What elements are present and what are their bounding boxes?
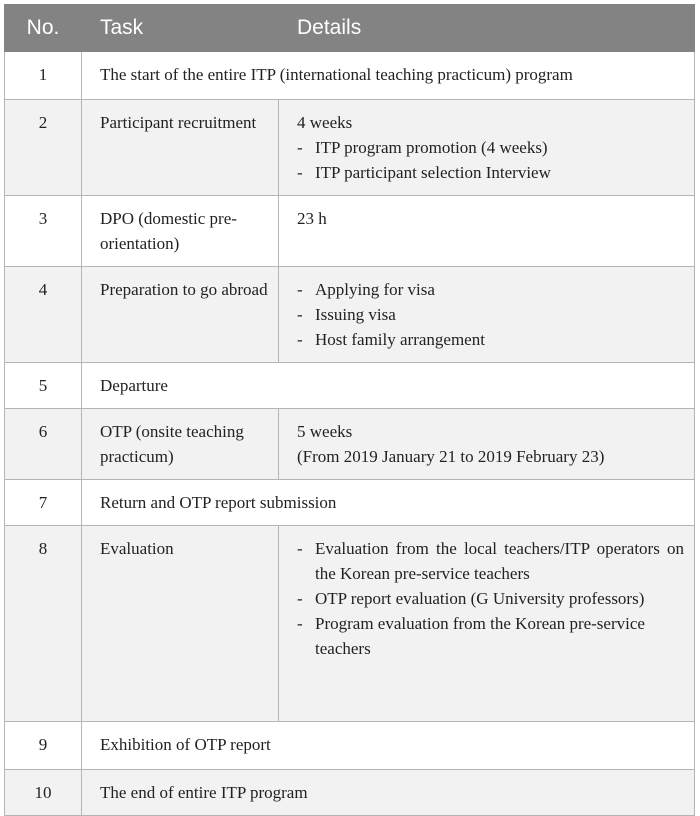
row-details (279, 100, 695, 196)
row-task: The end of entire ITP program (82, 770, 695, 816)
row-number: 10 (5, 770, 82, 816)
details-item: - Host family arrangement (297, 327, 684, 352)
row-number: 3 (5, 196, 82, 267)
table-row (5, 267, 695, 363)
row-task: Preparation to go abroad (82, 267, 279, 363)
header-row (5, 5, 695, 52)
row-number: 1 (5, 52, 82, 100)
details-item: - ITP program promotion (4 weeks) (297, 135, 684, 160)
details-lead: 23 h (297, 209, 327, 228)
header-details: Details (279, 5, 695, 52)
table-row (5, 480, 695, 526)
details-list (297, 536, 684, 661)
row-details (279, 409, 695, 480)
row-number: 2 (5, 100, 82, 196)
details-lead: 5 weeks (297, 422, 353, 441)
row-task: Participant recruitment (82, 100, 279, 196)
details-item: - Program evaluation from the Korean pre-service teachers (297, 611, 684, 661)
row-task: Return and OTP report submission (82, 480, 695, 526)
row-number: 8 (5, 526, 82, 722)
table-row (5, 196, 695, 267)
row-details (279, 267, 695, 363)
header-task: Task (82, 5, 279, 52)
table-row (5, 52, 695, 100)
table-row (5, 770, 695, 816)
row-number: 5 (5, 363, 82, 409)
row-task: DPO (domestic pre-orientation) (82, 196, 279, 267)
row-task: OTP (onsite teaching practicum) (82, 409, 279, 480)
details-lead-secondary: (From 2019 January 21 to 2019 February 23) (297, 447, 605, 466)
row-number: 7 (5, 480, 82, 526)
details-item: - ITP participant selection Interview (297, 160, 684, 185)
details-item: - Issuing visa (297, 302, 684, 327)
row-details (279, 526, 695, 722)
itp-program-table (4, 4, 695, 816)
details-lead: 4 weeks (297, 113, 353, 132)
table-row (5, 363, 695, 409)
table-row (5, 100, 695, 196)
row-task: The start of the entire ITP (international teaching practicum) program (82, 52, 695, 100)
details-list (297, 135, 684, 185)
row-task: Departure (82, 363, 695, 409)
details-item: - OTP report evaluation (G University professors) (297, 586, 684, 611)
table-row (5, 409, 695, 480)
row-details (279, 196, 695, 267)
row-task: Exhibition of OTP report (82, 722, 695, 770)
row-number: 6 (5, 409, 82, 480)
row-number: 9 (5, 722, 82, 770)
table-row (5, 526, 695, 722)
row-number: 4 (5, 267, 82, 363)
table-row (5, 722, 695, 770)
details-list (297, 277, 684, 352)
row-task: Evaluation (82, 526, 279, 722)
header-no: No. (5, 5, 82, 52)
details-item: - Applying for visa (297, 277, 684, 302)
details-item: - Evaluation from the local teachers/ITP operators on the Korean pre-service teachers (297, 536, 684, 586)
